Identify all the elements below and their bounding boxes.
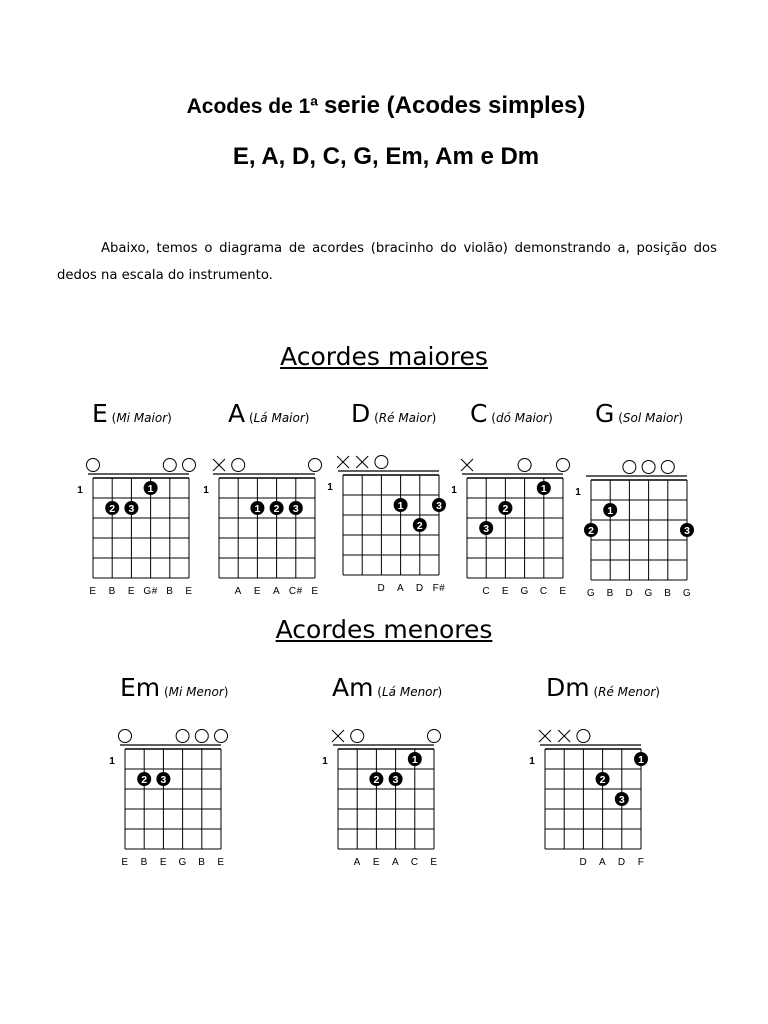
string-note: B <box>108 586 116 597</box>
finger-dot <box>144 481 158 495</box>
muted-string-marker <box>337 456 349 468</box>
string-note: E <box>430 857 438 868</box>
finger-dot <box>289 501 303 515</box>
string-note: G <box>682 588 692 599</box>
string-note: C# <box>288 586 303 597</box>
finger-number: 2 <box>109 502 116 515</box>
string-note: B <box>166 586 174 597</box>
title-part1: Acodes de 1ª <box>186 95 319 118</box>
open-string-marker <box>87 459 100 472</box>
finger-dot <box>537 481 551 495</box>
page-title <box>2 92 768 120</box>
finger-number: 3 <box>483 522 490 535</box>
finger-dot <box>680 523 694 537</box>
finger-number: 2 <box>599 773 606 786</box>
open-string-marker <box>176 730 189 743</box>
muted-string-marker <box>539 730 551 742</box>
fret-number: 1 <box>327 482 333 493</box>
open-string-marker <box>518 459 531 472</box>
open-string-marker <box>375 456 388 469</box>
string-note: F# <box>432 583 446 594</box>
finger-dot <box>603 503 617 517</box>
open-string-marker <box>195 730 208 743</box>
finger-number: 2 <box>373 773 380 786</box>
chord-name: A <box>228 399 246 428</box>
finger-number: 3 <box>160 773 167 786</box>
finger-number: 1 <box>147 482 154 495</box>
finger-number: 3 <box>436 499 442 512</box>
string-note: B <box>198 857 206 868</box>
chord-name: Dm <box>546 673 590 702</box>
chord-name: Am <box>332 673 374 702</box>
finger-dot <box>270 501 284 515</box>
muted-string-marker <box>558 730 570 742</box>
string-note: G# <box>143 586 158 597</box>
string-note: E <box>253 586 261 597</box>
chord-diagram-am <box>313 723 459 883</box>
finger-dot <box>105 501 119 515</box>
finger-dot <box>369 772 383 786</box>
string-note: E <box>501 586 509 597</box>
string-note: E <box>185 586 193 597</box>
finger-dot <box>124 501 138 515</box>
finger-number: 1 <box>397 499 404 512</box>
string-note: B <box>664 588 672 599</box>
string-note: C <box>539 586 548 597</box>
string-note: G <box>586 588 596 599</box>
finger-number: 2 <box>416 519 423 532</box>
string-note: E <box>217 857 225 868</box>
diagram-layer <box>327 456 446 595</box>
string-note: E <box>311 586 319 597</box>
fret-number: 1 <box>451 485 457 496</box>
chord-label-e: E (Mi Maior) <box>92 399 172 428</box>
string-note: E <box>372 857 380 868</box>
finger-dot <box>498 501 512 515</box>
fret-number: 1 <box>109 756 115 767</box>
chord-diagram-em <box>100 723 246 883</box>
finger-number: 1 <box>607 504 614 517</box>
open-string-marker <box>577 730 590 743</box>
diagram-layer <box>575 461 694 600</box>
string-note: B <box>140 857 148 868</box>
finger-dot <box>479 521 493 535</box>
string-note: E <box>159 857 167 868</box>
string-note: G <box>520 586 529 597</box>
finger-number: 2 <box>502 502 509 515</box>
muted-string-marker <box>213 459 225 471</box>
string-note: E <box>559 586 567 597</box>
intro-paragraph: Abaixo, temos o diagrama de acordes (bracinho do violão) demonstrando a, posição dos dedos na escala do instrumento. <box>57 241 717 283</box>
chord-diagram-g <box>566 454 712 614</box>
chord-name: G <box>595 399 615 428</box>
string-note: D <box>377 583 386 594</box>
finger-number: 2 <box>273 502 280 515</box>
string-note: C <box>482 586 491 597</box>
string-note: A <box>599 857 607 868</box>
diagram-layer <box>203 459 321 598</box>
chord-name: Em <box>120 673 161 702</box>
fret-number: 1 <box>322 756 328 767</box>
finger-number: 3 <box>128 502 135 515</box>
string-note: A <box>353 857 361 868</box>
finger-dot <box>584 523 598 537</box>
diagram-layer <box>77 459 195 598</box>
chord-list-subtitle: E, A, D, C, G, Em, Am e Dm <box>232 143 540 170</box>
open-string-marker <box>661 461 674 474</box>
open-string-marker <box>232 459 245 472</box>
finger-number: 1 <box>638 753 644 766</box>
finger-number: 3 <box>618 793 625 806</box>
muted-string-marker <box>461 459 473 471</box>
finger-dot <box>394 498 408 512</box>
chord-label-c: C (dó Maior) <box>470 399 553 428</box>
finger-number: 1 <box>254 502 261 515</box>
string-note: A <box>273 586 281 597</box>
finger-dot <box>389 772 403 786</box>
chord-label-dm: Dm (Ré Menor) <box>546 673 660 702</box>
finger-number: 3 <box>292 502 299 515</box>
finger-dot <box>596 772 610 786</box>
finger-dot <box>615 792 629 806</box>
string-note: A <box>234 586 242 597</box>
finger-number: 2 <box>588 524 594 537</box>
string-note: D <box>579 857 588 868</box>
diagram-layer <box>109 730 227 869</box>
minor-chords-heading: Acordes menores <box>275 615 493 644</box>
chord-label-am: Am (Lá Menor) <box>332 673 443 702</box>
chord-label-em: Em (Mi Menor) <box>120 673 229 702</box>
open-string-marker <box>163 459 176 472</box>
finger-dot <box>250 501 264 515</box>
string-note: D <box>415 583 424 594</box>
fret-number: 1 <box>203 485 209 496</box>
chord-name: C <box>470 399 488 428</box>
finger-dot <box>156 772 170 786</box>
finger-number: 2 <box>141 773 148 786</box>
string-note: G <box>178 857 187 868</box>
finger-number: 3 <box>684 524 690 537</box>
chord-label-d: D (Ré Maior) <box>351 399 437 428</box>
finger-dot <box>137 772 151 786</box>
chord-label-g: G (Sol Maior) <box>595 399 684 428</box>
string-note: E <box>127 586 135 597</box>
fret-number: 1 <box>575 487 581 498</box>
string-note: A <box>392 857 400 868</box>
muted-string-marker <box>356 456 368 468</box>
finger-number: 1 <box>411 753 418 766</box>
diagram-layer <box>322 730 440 869</box>
chord-name: D <box>351 399 371 428</box>
fret-number: 1 <box>77 485 83 496</box>
string-note: D <box>625 588 634 599</box>
string-note: D <box>617 857 626 868</box>
chord-diagram-dm <box>520 723 666 883</box>
string-note: C <box>410 857 419 868</box>
string-note: E <box>121 857 129 868</box>
chord-name: E <box>92 399 108 428</box>
diagram-layer <box>529 730 648 869</box>
chord-label-a: A (Lá Maior) <box>228 399 310 428</box>
finger-dot <box>408 752 422 766</box>
string-note: E <box>89 586 97 597</box>
string-note: B <box>606 588 614 599</box>
open-string-marker <box>623 461 636 474</box>
finger-dot <box>634 752 648 766</box>
fret-number: 1 <box>529 756 535 767</box>
string-note: A <box>397 583 405 594</box>
string-note: F <box>637 857 645 868</box>
open-string-marker <box>351 730 364 743</box>
title-part2: serie (Acodes simples) <box>323 92 586 119</box>
open-string-marker <box>642 461 655 474</box>
open-string-marker <box>215 730 228 743</box>
finger-dot <box>413 518 427 532</box>
major-chords-heading: Acordes maiores <box>280 342 488 371</box>
string-note: G <box>644 588 653 599</box>
finger-number: 3 <box>392 773 399 786</box>
open-string-marker <box>119 730 132 743</box>
muted-string-marker <box>332 730 344 742</box>
diagram-layer <box>451 459 569 598</box>
finger-number: 1 <box>540 482 547 495</box>
open-string-marker <box>428 730 441 743</box>
